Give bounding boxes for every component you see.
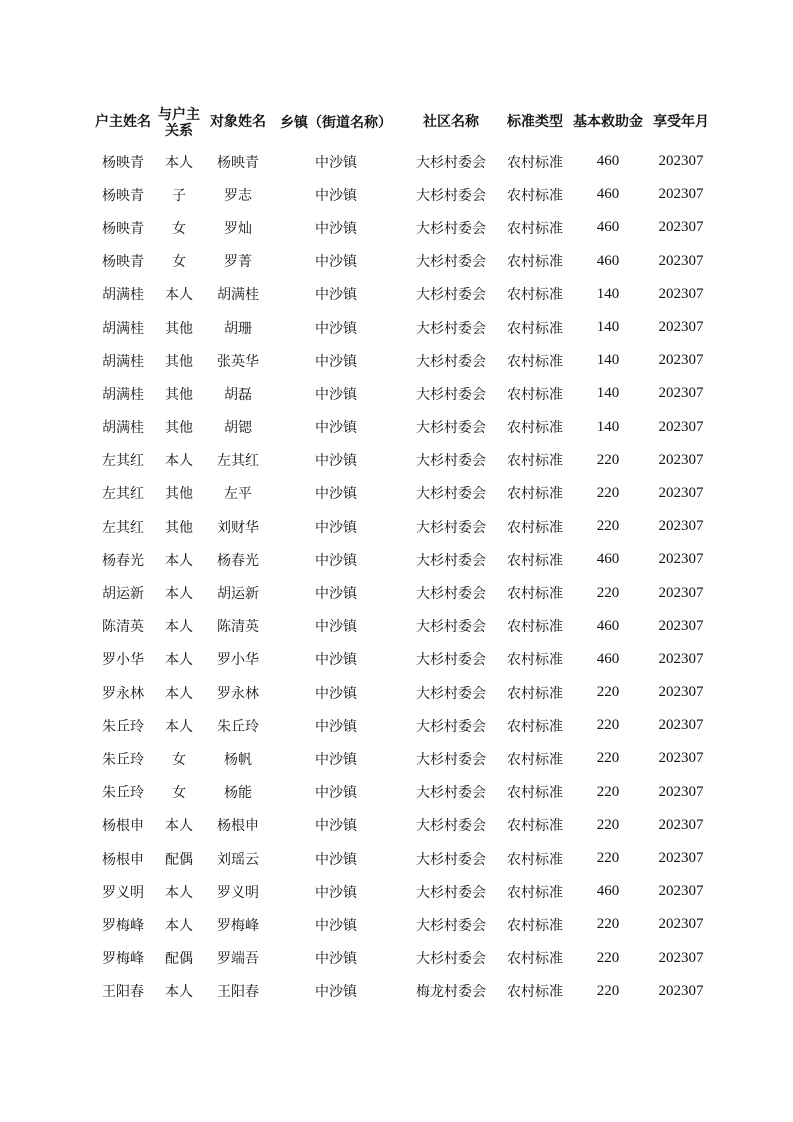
township-cell: 中沙镇 — [315, 353, 357, 370]
standard-type-cell: 农村标准 — [507, 154, 563, 171]
relationship-cell: 子 — [172, 187, 186, 204]
householder-name-cell: 杨根申 — [102, 851, 144, 868]
standard-type-cell: 农村标准 — [507, 420, 563, 437]
basic-relief-cell: 220 — [596, 949, 620, 966]
basic-relief-cell: 140 — [596, 285, 620, 302]
period-cell: 202307 — [658, 982, 704, 999]
relationship-cell: 本人 — [165, 685, 193, 702]
community-cell: 大杉村委会 — [416, 386, 486, 403]
basic-relief-cell: 460 — [596, 153, 620, 170]
table-row — [92, 676, 714, 709]
community-cell: 大杉村委会 — [416, 818, 486, 835]
community-cell: 大杉村委会 — [416, 519, 486, 536]
period-cell: 202307 — [658, 285, 704, 302]
header-community: 社区名称 — [423, 114, 479, 130]
relationship-cell: 本人 — [165, 718, 193, 735]
recipient-name-cell: 罗志 — [224, 187, 252, 204]
recipient-name-cell: 罗永林 — [217, 685, 259, 702]
table-row — [92, 809, 714, 842]
table-row — [92, 742, 714, 775]
township-cell: 中沙镇 — [315, 685, 357, 702]
householder-name-cell: 罗小华 — [102, 652, 144, 669]
recipient-name-cell: 胡珊 — [224, 320, 252, 337]
basic-relief-cell: 220 — [596, 982, 620, 999]
table-row — [92, 411, 714, 444]
period-cell: 202307 — [658, 385, 704, 402]
basic-relief-cell: 220 — [596, 850, 620, 867]
relief-roster-sheet — [92, 100, 714, 1008]
relationship-cell: 本人 — [165, 619, 193, 636]
community-cell: 大杉村委会 — [416, 287, 486, 304]
table-row — [92, 377, 714, 410]
householder-name-cell: 罗梅峰 — [102, 917, 144, 934]
township-cell: 中沙镇 — [315, 486, 357, 503]
basic-relief-cell: 460 — [596, 551, 620, 568]
relationship-cell: 本人 — [165, 818, 193, 835]
township-cell: 中沙镇 — [315, 154, 357, 171]
relationship-cell: 其他 — [165, 420, 193, 437]
community-cell: 大杉村委会 — [416, 552, 486, 569]
township-cell: 中沙镇 — [315, 851, 357, 868]
recipient-name-cell: 杨映青 — [217, 154, 259, 171]
header-relationship: 与户主关系 — [158, 106, 200, 139]
basic-relief-cell: 460 — [596, 883, 620, 900]
recipient-name-cell: 左其红 — [217, 453, 259, 470]
standard-type-cell: 农村标准 — [507, 353, 563, 370]
period-cell: 202307 — [658, 816, 704, 833]
householder-name-cell: 杨春光 — [102, 552, 144, 569]
table-row — [92, 278, 714, 311]
basic-relief-cell: 220 — [596, 484, 620, 501]
householder-name-cell: 胡运新 — [102, 586, 144, 603]
standard-type-cell: 农村标准 — [507, 287, 563, 304]
community-cell: 大杉村委会 — [416, 751, 486, 768]
relationship-cell: 本人 — [165, 552, 193, 569]
period-cell: 202307 — [658, 352, 704, 369]
header-recipient-name: 对象姓名 — [210, 114, 266, 130]
standard-type-cell: 农村标准 — [507, 818, 563, 835]
standard-type-cell: 农村标准 — [507, 884, 563, 901]
householder-name-cell: 胡满桂 — [102, 287, 144, 304]
basic-relief-cell: 140 — [596, 352, 620, 369]
period-cell: 202307 — [658, 252, 704, 269]
recipient-name-cell: 杨根申 — [217, 818, 259, 835]
period-cell: 202307 — [658, 717, 704, 734]
basic-relief-cell: 220 — [596, 451, 620, 468]
period-cell: 202307 — [658, 949, 704, 966]
standard-type-cell: 农村标准 — [507, 785, 563, 802]
basic-relief-cell: 220 — [596, 717, 620, 734]
table-row — [92, 610, 714, 643]
recipient-name-cell: 刘财华 — [217, 519, 259, 536]
community-cell: 大杉村委会 — [416, 619, 486, 636]
table-row — [92, 211, 714, 244]
township-cell: 中沙镇 — [315, 586, 357, 603]
township-cell: 中沙镇 — [315, 519, 357, 536]
relationship-cell: 女 — [172, 220, 186, 237]
householder-name-cell: 罗梅峰 — [102, 951, 144, 968]
header-standard-type: 标准类型 — [507, 114, 563, 130]
recipient-name-cell: 罗端吾 — [217, 951, 259, 968]
period-cell: 202307 — [658, 484, 704, 501]
standard-type-cell: 农村标准 — [507, 586, 563, 603]
community-cell: 大杉村委会 — [416, 951, 486, 968]
community-cell: 大杉村委会 — [416, 220, 486, 237]
householder-name-cell: 陈清英 — [102, 619, 144, 636]
table-row — [92, 576, 714, 609]
basic-relief-cell: 460 — [596, 252, 620, 269]
table-row — [92, 178, 714, 211]
table-row — [92, 344, 714, 377]
township-cell: 中沙镇 — [315, 818, 357, 835]
table-row — [92, 875, 714, 908]
basic-relief-cell: 220 — [596, 916, 620, 933]
householder-name-cell: 罗义明 — [102, 884, 144, 901]
township-cell: 中沙镇 — [315, 884, 357, 901]
table-row — [92, 543, 714, 576]
basic-relief-cell: 460 — [596, 186, 620, 203]
recipient-name-cell: 王阳春 — [217, 984, 259, 1001]
township-cell: 中沙镇 — [315, 751, 357, 768]
community-cell: 大杉村委会 — [416, 884, 486, 901]
recipient-name-cell: 罗小华 — [217, 652, 259, 669]
basic-relief-cell: 140 — [596, 385, 620, 402]
period-cell: 202307 — [658, 650, 704, 667]
standard-type-cell: 农村标准 — [507, 685, 563, 702]
recipient-name-cell: 胡磊 — [224, 386, 252, 403]
recipient-name-cell: 杨能 — [224, 785, 252, 802]
recipient-name-cell: 胡锶 — [224, 420, 252, 437]
basic-relief-cell: 220 — [596, 750, 620, 767]
recipient-name-cell: 刘瑶云 — [217, 851, 259, 868]
community-cell: 大杉村委会 — [416, 453, 486, 470]
standard-type-cell: 农村标准 — [507, 552, 563, 569]
header-row — [92, 100, 714, 145]
basic-relief-cell: 220 — [596, 816, 620, 833]
relationship-cell: 本人 — [165, 917, 193, 934]
householder-name-cell: 左其红 — [102, 486, 144, 503]
table-row — [92, 908, 714, 941]
table-row — [92, 477, 714, 510]
period-cell: 202307 — [658, 153, 704, 170]
householder-name-cell: 杨映青 — [102, 187, 144, 204]
period-cell: 202307 — [658, 451, 704, 468]
standard-type-cell: 农村标准 — [507, 254, 563, 271]
period-cell: 202307 — [658, 783, 704, 800]
householder-name-cell: 杨映青 — [102, 154, 144, 171]
relationship-cell: 其他 — [165, 486, 193, 503]
householder-name-cell: 杨映青 — [102, 254, 144, 271]
table-row — [92, 510, 714, 543]
township-cell: 中沙镇 — [315, 254, 357, 271]
community-cell: 大杉村委会 — [416, 851, 486, 868]
township-cell: 中沙镇 — [315, 220, 357, 237]
header-township: 乡镇（街道名称） — [280, 114, 392, 131]
table-row — [92, 311, 714, 344]
period-cell: 202307 — [658, 518, 704, 535]
relief-roster-table — [92, 100, 714, 1008]
period-cell: 202307 — [658, 750, 704, 767]
standard-type-cell: 农村标准 — [507, 652, 563, 669]
table-header — [92, 100, 714, 145]
standard-type-cell: 农村标准 — [507, 984, 563, 1001]
standard-type-cell: 农村标准 — [507, 187, 563, 204]
standard-type-cell: 农村标准 — [507, 917, 563, 934]
township-cell: 中沙镇 — [315, 785, 357, 802]
relationship-cell: 本人 — [165, 453, 193, 470]
table-row — [92, 842, 714, 875]
table-row — [92, 709, 714, 742]
community-cell: 大杉村委会 — [416, 685, 486, 702]
header-basic-relief: 基本救助金 — [573, 114, 643, 130]
table-row — [92, 245, 714, 278]
standard-type-cell: 农村标准 — [507, 951, 563, 968]
householder-name-cell: 朱丘玲 — [102, 751, 144, 768]
relationship-cell: 其他 — [165, 320, 193, 337]
community-cell: 梅龙村委会 — [416, 984, 486, 1001]
community-cell: 大杉村委会 — [416, 917, 486, 934]
header-householder-name: 户主姓名 — [95, 114, 151, 130]
township-cell: 中沙镇 — [315, 386, 357, 403]
relationship-cell: 本人 — [165, 287, 193, 304]
householder-name-cell: 左其红 — [102, 453, 144, 470]
recipient-name-cell: 陈清英 — [217, 619, 259, 636]
township-cell: 中沙镇 — [315, 951, 357, 968]
township-cell: 中沙镇 — [315, 453, 357, 470]
standard-type-cell: 农村标准 — [507, 718, 563, 735]
community-cell: 大杉村委会 — [416, 154, 486, 171]
householder-name-cell: 胡满桂 — [102, 386, 144, 403]
householder-name-cell: 罗永林 — [102, 685, 144, 702]
standard-type-cell: 农村标准 — [507, 751, 563, 768]
community-cell: 大杉村委会 — [416, 785, 486, 802]
standard-type-cell: 农村标准 — [507, 486, 563, 503]
township-cell: 中沙镇 — [315, 917, 357, 934]
township-cell: 中沙镇 — [315, 320, 357, 337]
recipient-name-cell: 胡运新 — [217, 586, 259, 603]
township-cell: 中沙镇 — [315, 652, 357, 669]
relationship-cell: 其他 — [165, 353, 193, 370]
period-cell: 202307 — [658, 418, 704, 435]
householder-name-cell: 胡满桂 — [102, 353, 144, 370]
standard-type-cell: 农村标准 — [507, 851, 563, 868]
relationship-cell: 女 — [172, 785, 186, 802]
period-cell: 202307 — [658, 551, 704, 568]
basic-relief-cell: 140 — [596, 418, 620, 435]
standard-type-cell: 农村标准 — [507, 519, 563, 536]
basic-relief-cell: 460 — [596, 650, 620, 667]
standard-type-cell: 农村标准 — [507, 386, 563, 403]
relationship-cell: 本人 — [165, 652, 193, 669]
householder-name-cell: 左其红 — [102, 519, 144, 536]
householder-name-cell: 胡满桂 — [102, 420, 144, 437]
community-cell: 大杉村委会 — [416, 420, 486, 437]
township-cell: 中沙镇 — [315, 420, 357, 437]
community-cell: 大杉村委会 — [416, 652, 486, 669]
basic-relief-cell: 220 — [596, 584, 620, 601]
relationship-cell: 配偶 — [165, 851, 193, 868]
period-cell: 202307 — [658, 850, 704, 867]
relationship-cell: 本人 — [165, 154, 193, 171]
period-cell: 202307 — [658, 219, 704, 236]
recipient-name-cell: 胡满桂 — [217, 287, 259, 304]
standard-type-cell: 农村标准 — [507, 320, 563, 337]
standard-type-cell: 农村标准 — [507, 453, 563, 470]
recipient-name-cell: 罗义明 — [217, 884, 259, 901]
basic-relief-cell: 220 — [596, 518, 620, 535]
basic-relief-cell: 460 — [596, 219, 620, 236]
table-row — [92, 643, 714, 676]
basic-relief-cell: 140 — [596, 319, 620, 336]
relationship-cell: 配偶 — [165, 951, 193, 968]
table-row — [92, 444, 714, 477]
standard-type-cell: 农村标准 — [507, 619, 563, 636]
recipient-name-cell: 罗灿 — [224, 220, 252, 237]
township-cell: 中沙镇 — [315, 552, 357, 569]
period-cell: 202307 — [658, 319, 704, 336]
householder-name-cell: 杨映青 — [102, 220, 144, 237]
recipient-name-cell: 左平 — [224, 486, 252, 503]
table-row — [92, 145, 714, 178]
recipient-name-cell: 罗菁 — [224, 254, 252, 271]
community-cell: 大杉村委会 — [416, 353, 486, 370]
relationship-cell: 女 — [172, 751, 186, 768]
table-row — [92, 776, 714, 809]
basic-relief-cell: 220 — [596, 684, 620, 701]
standard-type-cell: 农村标准 — [507, 220, 563, 237]
householder-name-cell: 胡满桂 — [102, 320, 144, 337]
period-cell: 202307 — [658, 186, 704, 203]
recipient-name-cell: 张英华 — [217, 353, 259, 370]
relationship-cell: 其他 — [165, 519, 193, 536]
householder-name-cell: 王阳春 — [102, 984, 144, 1001]
township-cell: 中沙镇 — [315, 718, 357, 735]
period-cell: 202307 — [658, 584, 704, 601]
community-cell: 大杉村委会 — [416, 486, 486, 503]
recipient-name-cell: 杨春光 — [217, 552, 259, 569]
township-cell: 中沙镇 — [315, 287, 357, 304]
township-cell: 中沙镇 — [315, 984, 357, 1001]
header-period: 享受年月 — [653, 114, 709, 130]
community-cell: 大杉村委会 — [416, 187, 486, 204]
period-cell: 202307 — [658, 916, 704, 933]
recipient-name-cell: 罗梅峰 — [217, 917, 259, 934]
recipient-name-cell: 杨帆 — [224, 751, 252, 768]
basic-relief-cell: 220 — [596, 783, 620, 800]
community-cell: 大杉村委会 — [416, 718, 486, 735]
householder-name-cell: 朱丘玲 — [102, 785, 144, 802]
community-cell: 大杉村委会 — [416, 320, 486, 337]
householder-name-cell: 杨根申 — [102, 818, 144, 835]
table-row — [92, 975, 714, 1008]
basic-relief-cell: 460 — [596, 617, 620, 634]
period-cell: 202307 — [658, 684, 704, 701]
relationship-cell: 本人 — [165, 586, 193, 603]
householder-name-cell: 朱丘玲 — [102, 718, 144, 735]
relationship-cell: 女 — [172, 254, 186, 271]
community-cell: 大杉村委会 — [416, 254, 486, 271]
township-cell: 中沙镇 — [315, 187, 357, 204]
period-cell: 202307 — [658, 883, 704, 900]
relationship-cell: 其他 — [165, 386, 193, 403]
period-cell: 202307 — [658, 617, 704, 634]
relationship-cell: 本人 — [165, 984, 193, 1001]
table-body — [92, 145, 714, 1008]
recipient-name-cell: 朱丘玲 — [217, 718, 259, 735]
township-cell: 中沙镇 — [315, 619, 357, 636]
community-cell: 大杉村委会 — [416, 586, 486, 603]
table-row — [92, 942, 714, 975]
relationship-cell: 本人 — [165, 884, 193, 901]
